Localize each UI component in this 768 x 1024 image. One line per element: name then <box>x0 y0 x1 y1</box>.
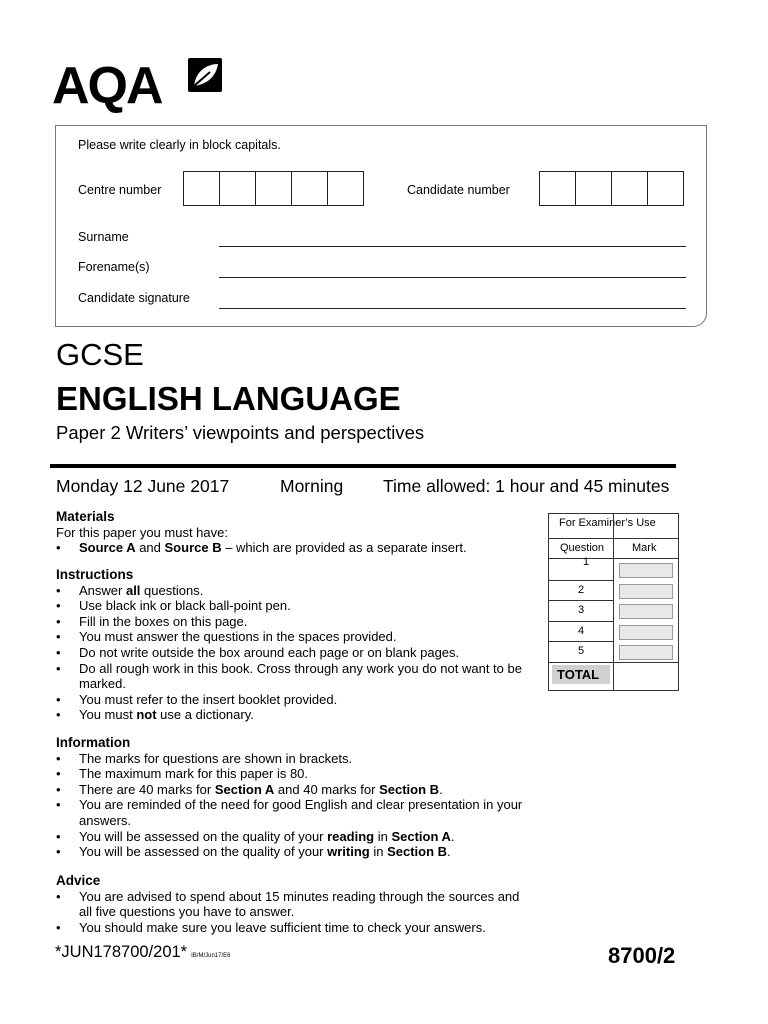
advice-item: • You are advised to spend about 15 minutes reading through the sources and all five questions you have to answer. <box>56 889 526 920</box>
advice-item: • You should make sure you leave sufficient time to check your answers. <box>56 920 526 936</box>
total-label: TOTAL <box>557 667 600 682</box>
forename-field[interactable] <box>219 276 686 278</box>
signature-label: Candidate signature <box>78 291 190 305</box>
column-divider <box>613 514 614 690</box>
instruction-item: • Do all rough work in this book. Cross through any work you do not want to be marked. <box>56 661 526 692</box>
barcode-reference: *JUN178700/201* IB/M/Jun17/E6 <box>55 943 231 961</box>
information-item: • The marks for questions are shown in brackets. <box>56 751 526 767</box>
forename-label: Forename(s) <box>78 260 150 274</box>
candidate-number-input[interactable] <box>539 171 684 206</box>
examiner-use-table <box>548 513 679 691</box>
heading-divider <box>50 464 676 468</box>
instruction-item: • Do not write outside the box around each page or on blank pages. <box>56 645 526 661</box>
digit-box[interactable] <box>256 172 292 205</box>
surname-label: Surname <box>78 230 129 244</box>
signature-field[interactable] <box>219 307 686 309</box>
exam-date: Monday 12 June 2017 <box>56 476 230 496</box>
paper-number: 8700/2 <box>608 943 676 968</box>
instruction-item: • You must refer to the insert booklet provided. <box>56 692 526 708</box>
instruction-item: • Fill in the boxes on this page. <box>56 614 526 630</box>
surname-field[interactable] <box>219 245 686 247</box>
examiner-table-title: For Examiner’s Use <box>559 517 656 529</box>
materials-heading: Materials <box>56 509 115 524</box>
information-item: • You will be assessed on the quality of your reading in Section A. <box>56 829 526 845</box>
information-item: • You are reminded of the need for good English and clear presentation in your answers. <box>56 797 526 828</box>
instruction-item: • Answer all questions. <box>56 583 526 599</box>
digit-box[interactable] <box>292 172 328 205</box>
mark-cell[interactable] <box>619 604 673 619</box>
question-number: 2 <box>578 584 585 596</box>
mark-cell[interactable] <box>619 584 673 599</box>
instruction-item: • Use black ink or black ball-point pen. <box>56 598 526 614</box>
information-heading: Information <box>56 735 131 750</box>
digit-box[interactable] <box>328 172 363 205</box>
advice-heading: Advice <box>56 873 101 888</box>
digit-box[interactable] <box>612 172 648 205</box>
instructions-heading: Instructions <box>56 567 134 582</box>
instructions-section <box>56 567 526 723</box>
table-divider <box>549 580 613 581</box>
information-item: • There are 40 marks for Section A and 40 marks for Section B. <box>56 782 526 798</box>
information-item: • The maximum mark for this paper is 80. <box>56 766 526 782</box>
question-number: 1 <box>583 556 590 568</box>
materials-item: • Source A and Source B – which are provided as a separate insert. <box>56 540 526 556</box>
centre-number-input[interactable] <box>183 171 364 206</box>
question-number: 4 <box>578 625 585 637</box>
subject-title: ENGLISH LANGUAGE <box>56 380 401 417</box>
instruction-item: • You must not use a dictionary. <box>56 707 526 723</box>
time-allowed: Time allowed: 1 hour and 45 minutes <box>383 476 670 496</box>
question-column-header: Question <box>560 542 605 554</box>
block-capitals-instruction: Please write clearly in block capitals. <box>78 138 281 152</box>
question-number: 5 <box>578 645 585 657</box>
digit-box[interactable] <box>576 172 612 205</box>
aqa-logo: AQA <box>52 57 162 115</box>
qualification-level: GCSE <box>56 337 144 372</box>
digit-box[interactable] <box>184 172 220 205</box>
instruction-item: • You must answer the questions in the spaces provided. <box>56 629 526 645</box>
exam-session: Morning <box>280 476 344 496</box>
digit-box[interactable] <box>220 172 256 205</box>
paper-title: Paper 2 Writers’ viewpoints and perspectives <box>56 422 425 443</box>
centre-number-label: Centre number <box>78 183 162 197</box>
candidate-number-label: Candidate number <box>407 183 510 197</box>
table-divider <box>549 600 613 601</box>
information-section <box>56 735 526 860</box>
table-divider <box>549 641 613 642</box>
information-item: • You will be assessed on the quality of your writing in Section B. <box>56 844 526 860</box>
mark-cell[interactable] <box>619 645 673 660</box>
mark-cell[interactable] <box>619 563 673 578</box>
digit-box[interactable] <box>648 172 683 205</box>
materials-intro: For this paper you must have: <box>56 524 228 540</box>
digit-box[interactable] <box>540 172 576 205</box>
leaf-icon <box>186 56 224 94</box>
advice-section <box>56 873 526 935</box>
question-number: 3 <box>578 604 585 616</box>
table-divider <box>549 662 678 663</box>
mark-column-header: Mark <box>632 542 657 554</box>
mark-cell[interactable] <box>619 625 673 640</box>
materials-section <box>56 509 526 556</box>
table-divider <box>549 621 613 622</box>
